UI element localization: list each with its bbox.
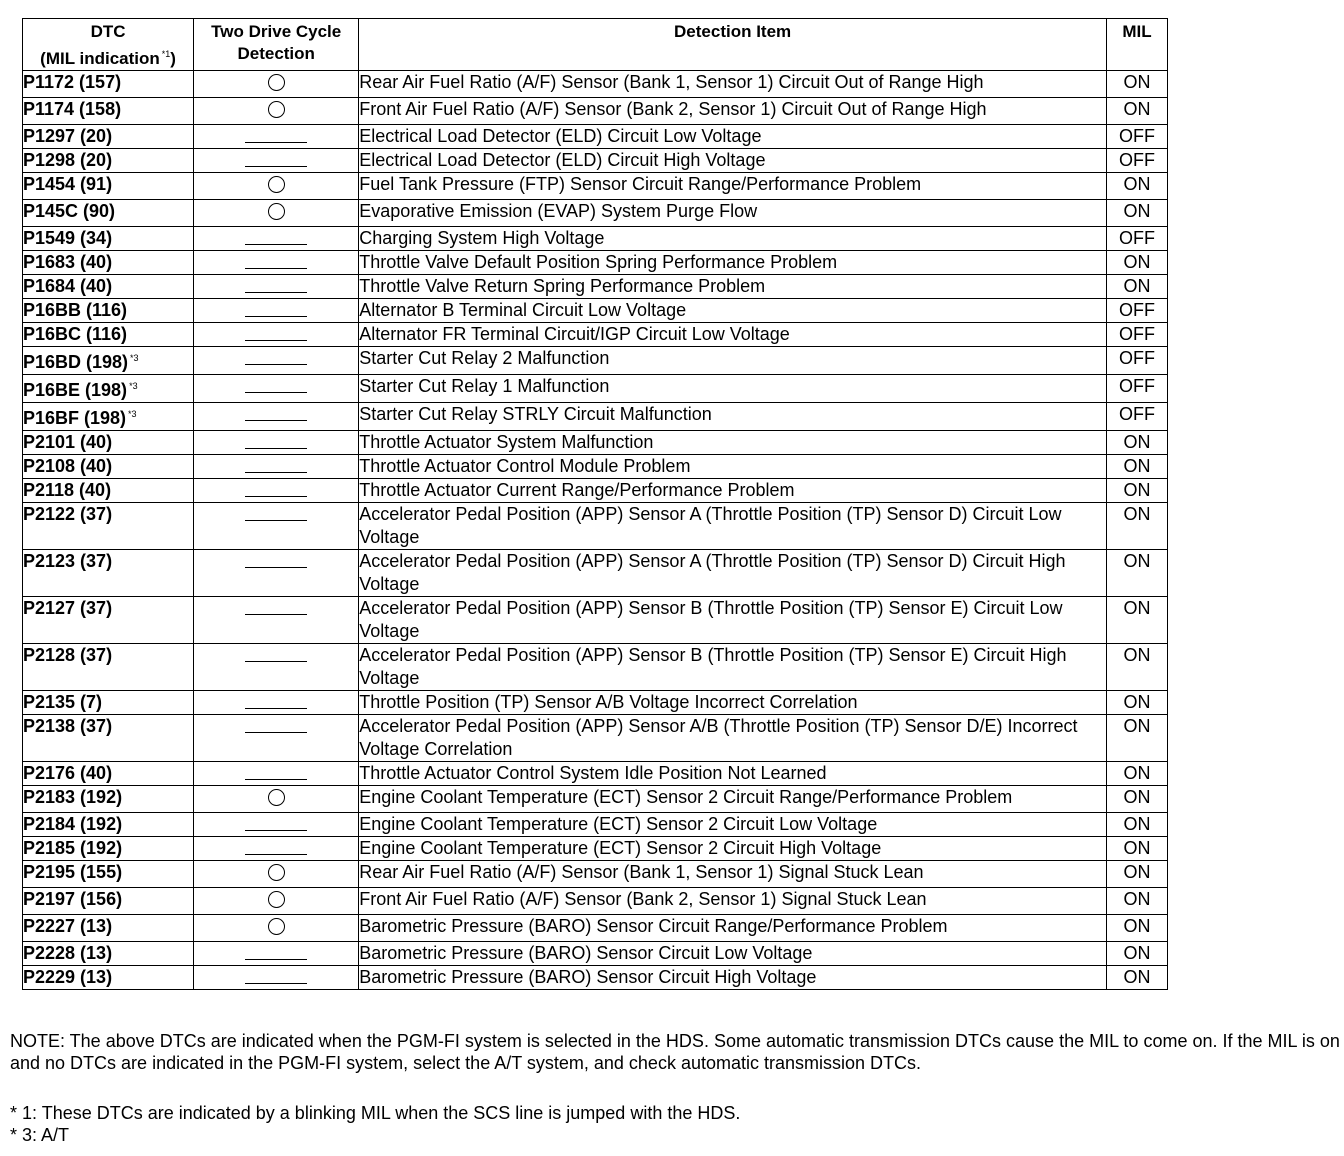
dash-icon bbox=[245, 959, 307, 960]
two-drive-cycle-cell bbox=[194, 479, 359, 503]
dtc-code-text: P1683 (40) bbox=[23, 252, 113, 272]
two-drive-cycle-cell bbox=[194, 98, 359, 125]
two-drive-cycle-cell bbox=[194, 915, 359, 942]
dash-icon bbox=[245, 732, 307, 733]
table-row bbox=[23, 550, 1168, 597]
dtc-code-text: P2183 (192) bbox=[23, 787, 123, 807]
detection-item: Throttle Position (TP) Sensor A/B Voltage Incorrect Correlation bbox=[359, 691, 1107, 715]
two-drive-cycle-cell bbox=[194, 837, 359, 861]
dtc-code-text: P1298 (20) bbox=[23, 150, 113, 170]
header-mil: MIL bbox=[1106, 19, 1167, 71]
table-row bbox=[23, 173, 1168, 200]
detection-item: Evaporative Emission (EVAP) System Purge Flow bbox=[359, 200, 1107, 227]
two-drive-cycle-cell bbox=[194, 942, 359, 966]
mil-status: ON bbox=[1106, 503, 1167, 550]
mil-status: ON bbox=[1106, 942, 1167, 966]
mil-status: ON bbox=[1106, 915, 1167, 942]
dtc-code-text: P2195 (155) bbox=[23, 862, 123, 882]
dtc-code bbox=[23, 173, 194, 200]
circle-icon bbox=[268, 864, 285, 881]
dash-icon bbox=[245, 567, 307, 568]
dash-icon bbox=[245, 779, 307, 780]
header-two-drive-line2: Detection bbox=[237, 44, 315, 63]
two-drive-cycle-cell bbox=[194, 888, 359, 915]
dtc-code-text: P145C (90) bbox=[23, 201, 116, 221]
mil-status: OFF bbox=[1106, 323, 1167, 347]
dtc-code bbox=[23, 691, 194, 715]
dash-icon bbox=[245, 340, 307, 341]
dtc-code bbox=[23, 503, 194, 550]
dtc-code-text: P2227 (13) bbox=[23, 916, 113, 936]
mil-status: ON bbox=[1106, 837, 1167, 861]
dtc-code bbox=[23, 597, 194, 644]
dtc-code-text: P16BC (116) bbox=[23, 324, 128, 344]
dtc-code-text: P2122 (37) bbox=[23, 504, 113, 524]
table-row bbox=[23, 98, 1168, 125]
dtc-code-text: P2197 (156) bbox=[23, 889, 123, 909]
table-row bbox=[23, 915, 1168, 942]
dtc-code-text: P2127 (37) bbox=[23, 598, 113, 618]
two-drive-cycle-cell bbox=[194, 173, 359, 200]
dtc-code bbox=[23, 149, 194, 173]
dtc-code-text: P1174 (158) bbox=[23, 99, 122, 119]
two-drive-cycle-cell bbox=[194, 227, 359, 251]
dtc-code bbox=[23, 98, 194, 125]
dtc-code bbox=[23, 888, 194, 915]
table-row bbox=[23, 455, 1168, 479]
dash-icon bbox=[245, 496, 307, 497]
detection-item: Charging System High Voltage bbox=[359, 227, 1107, 251]
two-drive-cycle-cell bbox=[194, 375, 359, 403]
header-row bbox=[23, 19, 1168, 71]
table-row bbox=[23, 861, 1168, 888]
detection-item: Engine Coolant Temperature (ECT) Sensor 2 Circuit High Voltage bbox=[359, 837, 1107, 861]
mil-status: ON bbox=[1106, 813, 1167, 837]
table-row bbox=[23, 299, 1168, 323]
table-row bbox=[23, 125, 1168, 149]
detection-item: Barometric Pressure (BARO) Sensor Circuit Range/Performance Problem bbox=[359, 915, 1107, 942]
detection-item: Fuel Tank Pressure (FTP) Sensor Circuit Range/Performance Problem bbox=[359, 173, 1107, 200]
dtc-code bbox=[23, 813, 194, 837]
detection-item: Throttle Actuator System Malfunction bbox=[359, 431, 1107, 455]
circle-icon bbox=[268, 918, 285, 935]
header-dtc-line2-end: ) bbox=[170, 49, 176, 68]
detection-item: Throttle Valve Default Position Spring Performance Problem bbox=[359, 251, 1107, 275]
dash-icon bbox=[245, 448, 307, 449]
dtc-code bbox=[23, 299, 194, 323]
table-row bbox=[23, 71, 1168, 98]
dash-icon bbox=[245, 316, 307, 317]
dash-icon bbox=[245, 520, 307, 521]
dtc-code-text: P1684 (40) bbox=[23, 276, 113, 296]
dtc-code bbox=[23, 861, 194, 888]
table-row bbox=[23, 375, 1168, 403]
two-drive-cycle-cell bbox=[194, 503, 359, 550]
dtc-code bbox=[23, 715, 194, 762]
dtc-code-text: P2184 (192) bbox=[23, 814, 123, 834]
dtc-code bbox=[23, 479, 194, 503]
mil-status: OFF bbox=[1106, 375, 1167, 403]
table-row bbox=[23, 431, 1168, 455]
mil-status: ON bbox=[1106, 431, 1167, 455]
detection-item: Front Air Fuel Ratio (A/F) Sensor (Bank 2, Sensor 1) Signal Stuck Lean bbox=[359, 888, 1107, 915]
two-drive-cycle-cell bbox=[194, 691, 359, 715]
dash-icon bbox=[245, 830, 307, 831]
detection-item: Rear Air Fuel Ratio (A/F) Sensor (Bank 1, Sensor 1) Signal Stuck Lean bbox=[359, 861, 1107, 888]
mil-status: ON bbox=[1106, 71, 1167, 98]
table-row bbox=[23, 888, 1168, 915]
dash-icon bbox=[245, 708, 307, 709]
two-drive-cycle-cell bbox=[194, 861, 359, 888]
mil-status: ON bbox=[1106, 200, 1167, 227]
detection-item: Accelerator Pedal Position (APP) Sensor A (Throttle Position (TP) Sensor D) Circuit Low Voltage bbox=[359, 503, 1107, 550]
dtc-code bbox=[23, 251, 194, 275]
dtc-code bbox=[23, 550, 194, 597]
dtc-code bbox=[23, 71, 194, 98]
dtc-code bbox=[23, 227, 194, 251]
footnote-3: * 3: A/T bbox=[10, 1125, 70, 1145]
dtc-code-text: P2123 (37) bbox=[23, 551, 113, 571]
two-drive-cycle-cell bbox=[194, 597, 359, 644]
two-drive-cycle-cell bbox=[194, 762, 359, 786]
two-drive-cycle-cell bbox=[194, 299, 359, 323]
dash-icon bbox=[245, 364, 307, 365]
dtc-code-text: P2108 (40) bbox=[23, 456, 113, 476]
mil-status: ON bbox=[1106, 479, 1167, 503]
mil-status: ON bbox=[1106, 966, 1167, 990]
mil-status: OFF bbox=[1106, 403, 1167, 431]
dtc-code-text: P1454 (91) bbox=[23, 174, 113, 194]
detection-item: Throttle Actuator Control System Idle Position Not Learned bbox=[359, 762, 1107, 786]
dtc-code bbox=[23, 915, 194, 942]
dtc-code-text: P2229 (13) bbox=[23, 967, 113, 987]
detection-item: Accelerator Pedal Position (APP) Sensor B (Throttle Position (TP) Sensor E) Circuit Low Voltage bbox=[359, 597, 1107, 644]
two-drive-cycle-cell bbox=[194, 715, 359, 762]
table-row bbox=[23, 479, 1168, 503]
dtc-code bbox=[23, 200, 194, 227]
dtc-footnote-marker: *3 bbox=[128, 409, 137, 419]
dash-icon bbox=[245, 854, 307, 855]
detection-item: Throttle Actuator Current Range/Performance Problem bbox=[359, 479, 1107, 503]
table-row bbox=[23, 200, 1168, 227]
dtc-code-text: P2118 (40) bbox=[23, 480, 112, 500]
two-drive-cycle-cell bbox=[194, 200, 359, 227]
dtc-code bbox=[23, 275, 194, 299]
dtc-code bbox=[23, 644, 194, 691]
table-row bbox=[23, 786, 1168, 813]
detection-item: Electrical Load Detector (ELD) Circuit Low Voltage bbox=[359, 125, 1107, 149]
dash-icon bbox=[245, 166, 307, 167]
dash-icon bbox=[245, 472, 307, 473]
detection-item: Alternator B Terminal Circuit Low Voltage bbox=[359, 299, 1107, 323]
table-row bbox=[23, 323, 1168, 347]
two-drive-cycle-cell bbox=[194, 786, 359, 813]
detection-item: Front Air Fuel Ratio (A/F) Sensor (Bank 2, Sensor 1) Circuit Out of Range High bbox=[359, 98, 1107, 125]
detection-item: Accelerator Pedal Position (APP) Sensor A/B (Throttle Position (TP) Sensor D/E) Incorrect Voltage Correlation bbox=[359, 715, 1107, 762]
dash-icon bbox=[245, 142, 307, 143]
mil-status: ON bbox=[1106, 98, 1167, 125]
dtc-code-text: P16BD (198) bbox=[23, 352, 129, 372]
two-drive-cycle-cell bbox=[194, 347, 359, 375]
dtc-code bbox=[23, 323, 194, 347]
mil-status: ON bbox=[1106, 455, 1167, 479]
detection-item: Alternator FR Terminal Circuit/IGP Circuit Low Voltage bbox=[359, 323, 1107, 347]
dash-icon bbox=[245, 268, 307, 269]
two-drive-cycle-cell bbox=[194, 149, 359, 173]
two-drive-cycle-cell bbox=[194, 455, 359, 479]
table-row bbox=[23, 813, 1168, 837]
dash-icon bbox=[245, 244, 307, 245]
table-row bbox=[23, 691, 1168, 715]
two-drive-cycle-cell bbox=[194, 966, 359, 990]
dtc-code bbox=[23, 347, 194, 375]
detection-item: Starter Cut Relay STRLY Circuit Malfunction bbox=[359, 403, 1107, 431]
two-drive-cycle-cell bbox=[194, 125, 359, 149]
dtc-code bbox=[23, 837, 194, 861]
table-row bbox=[23, 644, 1168, 691]
mil-status: OFF bbox=[1106, 125, 1167, 149]
mil-status: ON bbox=[1106, 861, 1167, 888]
circle-icon bbox=[268, 891, 285, 908]
mil-status: ON bbox=[1106, 173, 1167, 200]
dtc-code-text: P16BF (198) bbox=[23, 408, 127, 428]
two-drive-cycle-cell bbox=[194, 403, 359, 431]
detection-item: Throttle Actuator Control Module Problem bbox=[359, 455, 1107, 479]
circle-icon bbox=[268, 101, 285, 118]
dtc-code bbox=[23, 966, 194, 990]
detection-item: Starter Cut Relay 1 Malfunction bbox=[359, 375, 1107, 403]
detection-item: Starter Cut Relay 2 Malfunction bbox=[359, 347, 1107, 375]
header-detection-item: Detection Item bbox=[359, 19, 1107, 71]
dash-icon bbox=[245, 661, 307, 662]
detection-item: Rear Air Fuel Ratio (A/F) Sensor (Bank 1, Sensor 1) Circuit Out of Range High bbox=[359, 71, 1107, 98]
dtc-table bbox=[22, 18, 1168, 990]
footnote-1: * 1: These DTCs are indicated by a blinking MIL when the SCS line is jumped with the HDS. bbox=[10, 1103, 741, 1123]
header-dtc-line2-text: (MIL indication bbox=[40, 49, 160, 68]
dtc-code bbox=[23, 942, 194, 966]
table-row bbox=[23, 715, 1168, 762]
mil-status: ON bbox=[1106, 251, 1167, 275]
detection-item: Engine Coolant Temperature (ECT) Sensor 2 Circuit Range/Performance Problem bbox=[359, 786, 1107, 813]
dash-icon bbox=[245, 420, 307, 421]
detection-item: Accelerator Pedal Position (APP) Sensor A (Throttle Position (TP) Sensor D) Circuit High Voltage bbox=[359, 550, 1107, 597]
mil-status: OFF bbox=[1106, 149, 1167, 173]
dtc-code-text: P16BE (198) bbox=[23, 380, 128, 400]
two-drive-cycle-cell bbox=[194, 550, 359, 597]
table-row bbox=[23, 503, 1168, 550]
dtc-code bbox=[23, 786, 194, 813]
dtc-code-text: P2128 (37) bbox=[23, 645, 113, 665]
table-row bbox=[23, 597, 1168, 644]
dash-icon bbox=[245, 983, 307, 984]
dtc-code-text: P16BB (116) bbox=[23, 300, 128, 320]
mil-status: ON bbox=[1106, 888, 1167, 915]
dash-icon bbox=[245, 392, 307, 393]
table-row bbox=[23, 762, 1168, 786]
header-two-drive-line1: Two Drive Cycle bbox=[211, 22, 342, 41]
dtc-code-text: P1297 (20) bbox=[23, 126, 113, 146]
mil-status: ON bbox=[1106, 715, 1167, 762]
circle-icon bbox=[268, 176, 285, 193]
header-dtc-footnote: *1 bbox=[161, 49, 171, 59]
table-row bbox=[23, 251, 1168, 275]
header-dtc bbox=[23, 19, 194, 71]
header-two-drive bbox=[194, 19, 359, 71]
two-drive-cycle-cell bbox=[194, 431, 359, 455]
header-dtc-line2 bbox=[23, 43, 193, 70]
detection-item: Barometric Pressure (BARO) Sensor Circuit High Voltage bbox=[359, 966, 1107, 990]
two-drive-cycle-cell bbox=[194, 323, 359, 347]
circle-icon bbox=[268, 203, 285, 220]
mil-status: ON bbox=[1106, 275, 1167, 299]
mil-status: ON bbox=[1106, 597, 1167, 644]
dtc-footnote-marker: *3 bbox=[129, 381, 138, 391]
table-row bbox=[23, 942, 1168, 966]
dtc-code-text: P2135 (7) bbox=[23, 692, 103, 712]
two-drive-cycle-cell bbox=[194, 644, 359, 691]
two-drive-cycle-cell bbox=[194, 275, 359, 299]
dash-icon bbox=[245, 292, 307, 293]
detection-item: Electrical Load Detector (ELD) Circuit High Voltage bbox=[359, 149, 1107, 173]
detection-item: Barometric Pressure (BARO) Sensor Circuit Low Voltage bbox=[359, 942, 1107, 966]
detection-item: Accelerator Pedal Position (APP) Sensor B (Throttle Position (TP) Sensor E) Circuit High Voltage bbox=[359, 644, 1107, 691]
mil-status: OFF bbox=[1106, 299, 1167, 323]
dtc-code-text: P2228 (13) bbox=[23, 943, 113, 963]
table-row bbox=[23, 966, 1168, 990]
detection-item: Throttle Valve Return Spring Performance Problem bbox=[359, 275, 1107, 299]
mil-status: OFF bbox=[1106, 227, 1167, 251]
mil-status: ON bbox=[1106, 691, 1167, 715]
dtc-code-text: P2138 (37) bbox=[23, 716, 113, 736]
mil-status: ON bbox=[1106, 550, 1167, 597]
dtc-code bbox=[23, 375, 194, 403]
table-row bbox=[23, 227, 1168, 251]
two-drive-cycle-cell bbox=[194, 251, 359, 275]
two-drive-cycle-cell bbox=[194, 813, 359, 837]
dtc-code bbox=[23, 431, 194, 455]
dtc-footnote-marker: *3 bbox=[130, 353, 139, 363]
dtc-table-body bbox=[23, 71, 1168, 990]
note-text: NOTE: The above DTCs are indicated when the PGM-FI system is selected in the HDS. Some automatic transmission DTCs cause the MIL to come on. If the MIL is on and no DTCs are indicated in the PGM-FI system, select the A/T system, and check automatic transmission DTCs. bbox=[10, 1031, 1340, 1073]
dash-icon bbox=[245, 614, 307, 615]
dtc-code bbox=[23, 762, 194, 786]
dtc-code-text: P1549 (34) bbox=[23, 228, 113, 248]
dtc-code bbox=[23, 125, 194, 149]
dtc-code bbox=[23, 455, 194, 479]
table-row bbox=[23, 837, 1168, 861]
mil-status: ON bbox=[1106, 644, 1167, 691]
mil-status: ON bbox=[1106, 786, 1167, 813]
header-dtc-line1: DTC bbox=[90, 22, 126, 41]
circle-icon bbox=[268, 789, 285, 806]
table-row bbox=[23, 347, 1168, 375]
dtc-code-text: P2176 (40) bbox=[23, 763, 113, 783]
dtc-code bbox=[23, 403, 194, 431]
dtc-code-text: P2101 (40) bbox=[23, 432, 113, 452]
table-row bbox=[23, 149, 1168, 173]
mil-status: OFF bbox=[1106, 347, 1167, 375]
table-row bbox=[23, 403, 1168, 431]
table-row bbox=[23, 275, 1168, 299]
detection-item: Engine Coolant Temperature (ECT) Sensor 2 Circuit Low Voltage bbox=[359, 813, 1107, 837]
mil-status: ON bbox=[1106, 762, 1167, 786]
dtc-code-text: P1172 (157) bbox=[23, 72, 122, 92]
dtc-code-text: P2185 (192) bbox=[23, 838, 123, 858]
two-drive-cycle-cell bbox=[194, 71, 359, 98]
circle-icon bbox=[268, 74, 285, 91]
